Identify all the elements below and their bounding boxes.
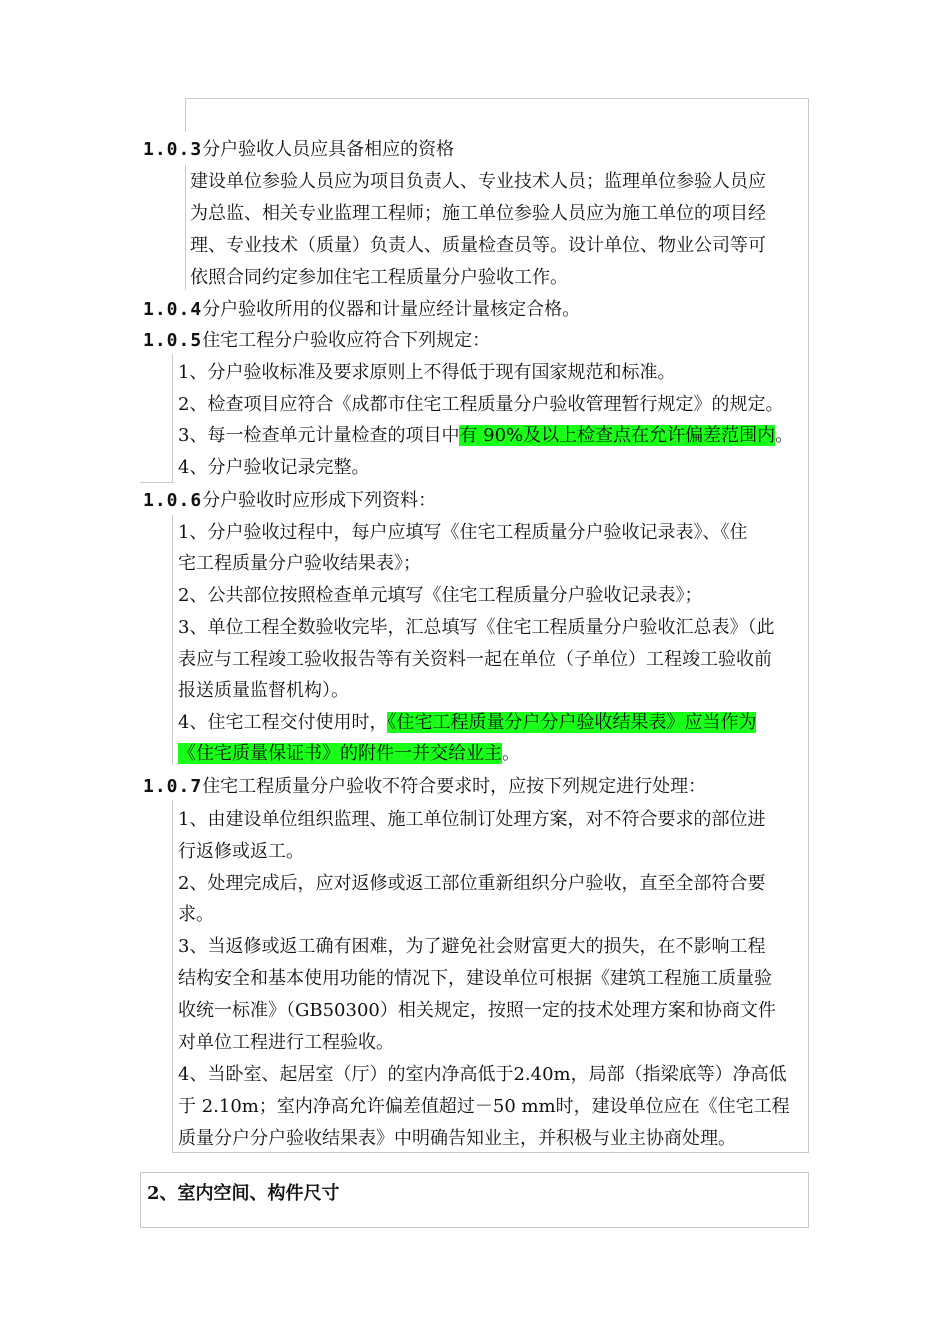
highlighted-text: 有 90%及以上检查点在允许偏差范围内 <box>459 425 776 446</box>
list-item: 2、公共部位按照检查单元填写《住宅工程质量分户验收记录表》； <box>178 585 703 606</box>
rule-right <box>808 98 809 1152</box>
list-item: 1、分户验收标准及要求原则上不得低于现有国家规范和标准。 <box>178 362 676 383</box>
list-item: 结构安全和基本使用功能的情况下，建设单位可根据《建筑工程施工质量验 <box>178 968 772 989</box>
list-item: 报送质量监督机构）。 <box>178 680 349 701</box>
section-2-heading: 2、室内空间、构件尺寸 <box>147 1183 340 1204</box>
section-1-0-3-heading <box>143 136 454 164</box>
item-text: 。 <box>502 743 520 764</box>
clause-number: 1.0.4 <box>143 299 203 320</box>
paragraph-line: 依照合同约定参加住宅工程质量分户验收工作。 <box>190 267 568 288</box>
item-text: 。 <box>775 425 794 446</box>
rule-left-105 <box>172 354 173 482</box>
clause-title: 住宅工程分户验收应符合下列规定： <box>202 330 491 351</box>
clause-title: 住宅工程质量分户验收不符合要求时，应按下列规定进行处理： <box>202 776 707 797</box>
list-item: 1、分户验收过程中，每户应填写《住宅工程质量分户验收记录表》、《住 <box>178 522 748 543</box>
list-item <box>178 740 520 768</box>
highlighted-text: 《住宅质量保证书》的附件一并交给业主 <box>178 743 502 764</box>
rule-bottom-105 <box>140 482 174 483</box>
list-item: 4、分户验收记录完整。 <box>178 457 370 478</box>
rule-top-left <box>185 98 186 132</box>
rule-box2-top <box>140 1172 809 1173</box>
item-text: 4、住宅工程交付使用时， <box>178 712 388 733</box>
section-1-0-5-heading <box>143 327 490 355</box>
rule-box2-bottom <box>140 1227 809 1228</box>
section-1-0-6-heading <box>143 487 436 515</box>
paragraph-line: 建设单位参验人员应为项目负责人、专业技术人员；监理单位参验人员应 <box>190 171 766 192</box>
list-item: 表应与工程竣工验收报告等有关资料一起在单位（子单位）工程竣工验收前 <box>178 649 772 670</box>
list-item: 3、当返修或返工确有困难，为了避免社会财富更大的损失，在不影响工程 <box>178 936 766 957</box>
rule-left-107 <box>172 800 173 1152</box>
clause-title: 分户验收时应形成下列资料： <box>202 490 437 511</box>
list-item: 收统一标准》（GB50300）相关规定，按照一定的技术处理方案和协商文件 <box>178 1000 776 1021</box>
list-item: 求。 <box>178 904 214 925</box>
section-1-0-7-heading <box>143 773 706 801</box>
clause-title: 分户验收所用的仪器和计量应经计量核定合格。 <box>202 299 581 320</box>
section-1-0-4-heading <box>143 296 580 324</box>
clause-number: 1.0.7 <box>143 776 203 797</box>
list-item: 4、当卧室、起居室（厅）的室内净高低于2.40m，局部（指梁底等）净高低 <box>178 1064 787 1085</box>
clause-title: 分户验收人员应具备相应的资格 <box>202 139 455 160</box>
highlighted-text: 《住宅工程质量分户分户验收结果表》应当作为 <box>387 712 757 733</box>
list-item: 质量分户分户验收结果表》中明确告知业主，并积极与业主协商处理。 <box>178 1128 736 1149</box>
list-item: 3、单位工程全数验收完毕，汇总填写《住宅工程质量分户验收汇总表》（此 <box>178 617 775 638</box>
rule-left-106 <box>172 515 173 765</box>
rule-box2-left <box>140 1172 141 1228</box>
list-item <box>178 422 793 450</box>
rule-box2-right <box>808 1172 809 1228</box>
list-item <box>178 709 756 737</box>
list-item: 宅工程质量分户验收结果表》； <box>178 553 421 574</box>
clause-number: 1.0.6 <box>143 490 203 511</box>
list-item: 1、由建设单位组织监理、施工单位制订处理方案，对不符合要求的部位进 <box>178 809 766 830</box>
item-text: 3、每一检查单元计量检查的项目中 <box>178 425 460 446</box>
list-item: 行返修或返工。 <box>178 841 304 862</box>
rule-top <box>185 98 809 99</box>
rule-left-103 <box>185 165 186 290</box>
list-item: 2、检查项目应符合《成都市住宅工程质量分户验收管理暂行规定》的规定。 <box>178 394 784 415</box>
paragraph-line: 为总监、相关专业监理工程师；施工单位参验人员应为施工单位的项目经 <box>190 203 766 224</box>
list-item: 2、处理完成后，应对返修或返工部位重新组织分户验收，直至全部符合要 <box>178 873 766 894</box>
list-item: 对单位工程进行工程验收。 <box>178 1032 394 1053</box>
paragraph-line: 理、专业技术（质量）负责人、质量检查员等。设计单位、物业公司等可 <box>190 235 766 256</box>
clause-number: 1.0.3 <box>143 139 203 160</box>
clause-number: 1.0.5 <box>143 330 203 351</box>
list-item: 于 2.10m；室内净高允许偏差值超过－50 mm时，建设单位应在《住宅工程 <box>178 1096 790 1117</box>
